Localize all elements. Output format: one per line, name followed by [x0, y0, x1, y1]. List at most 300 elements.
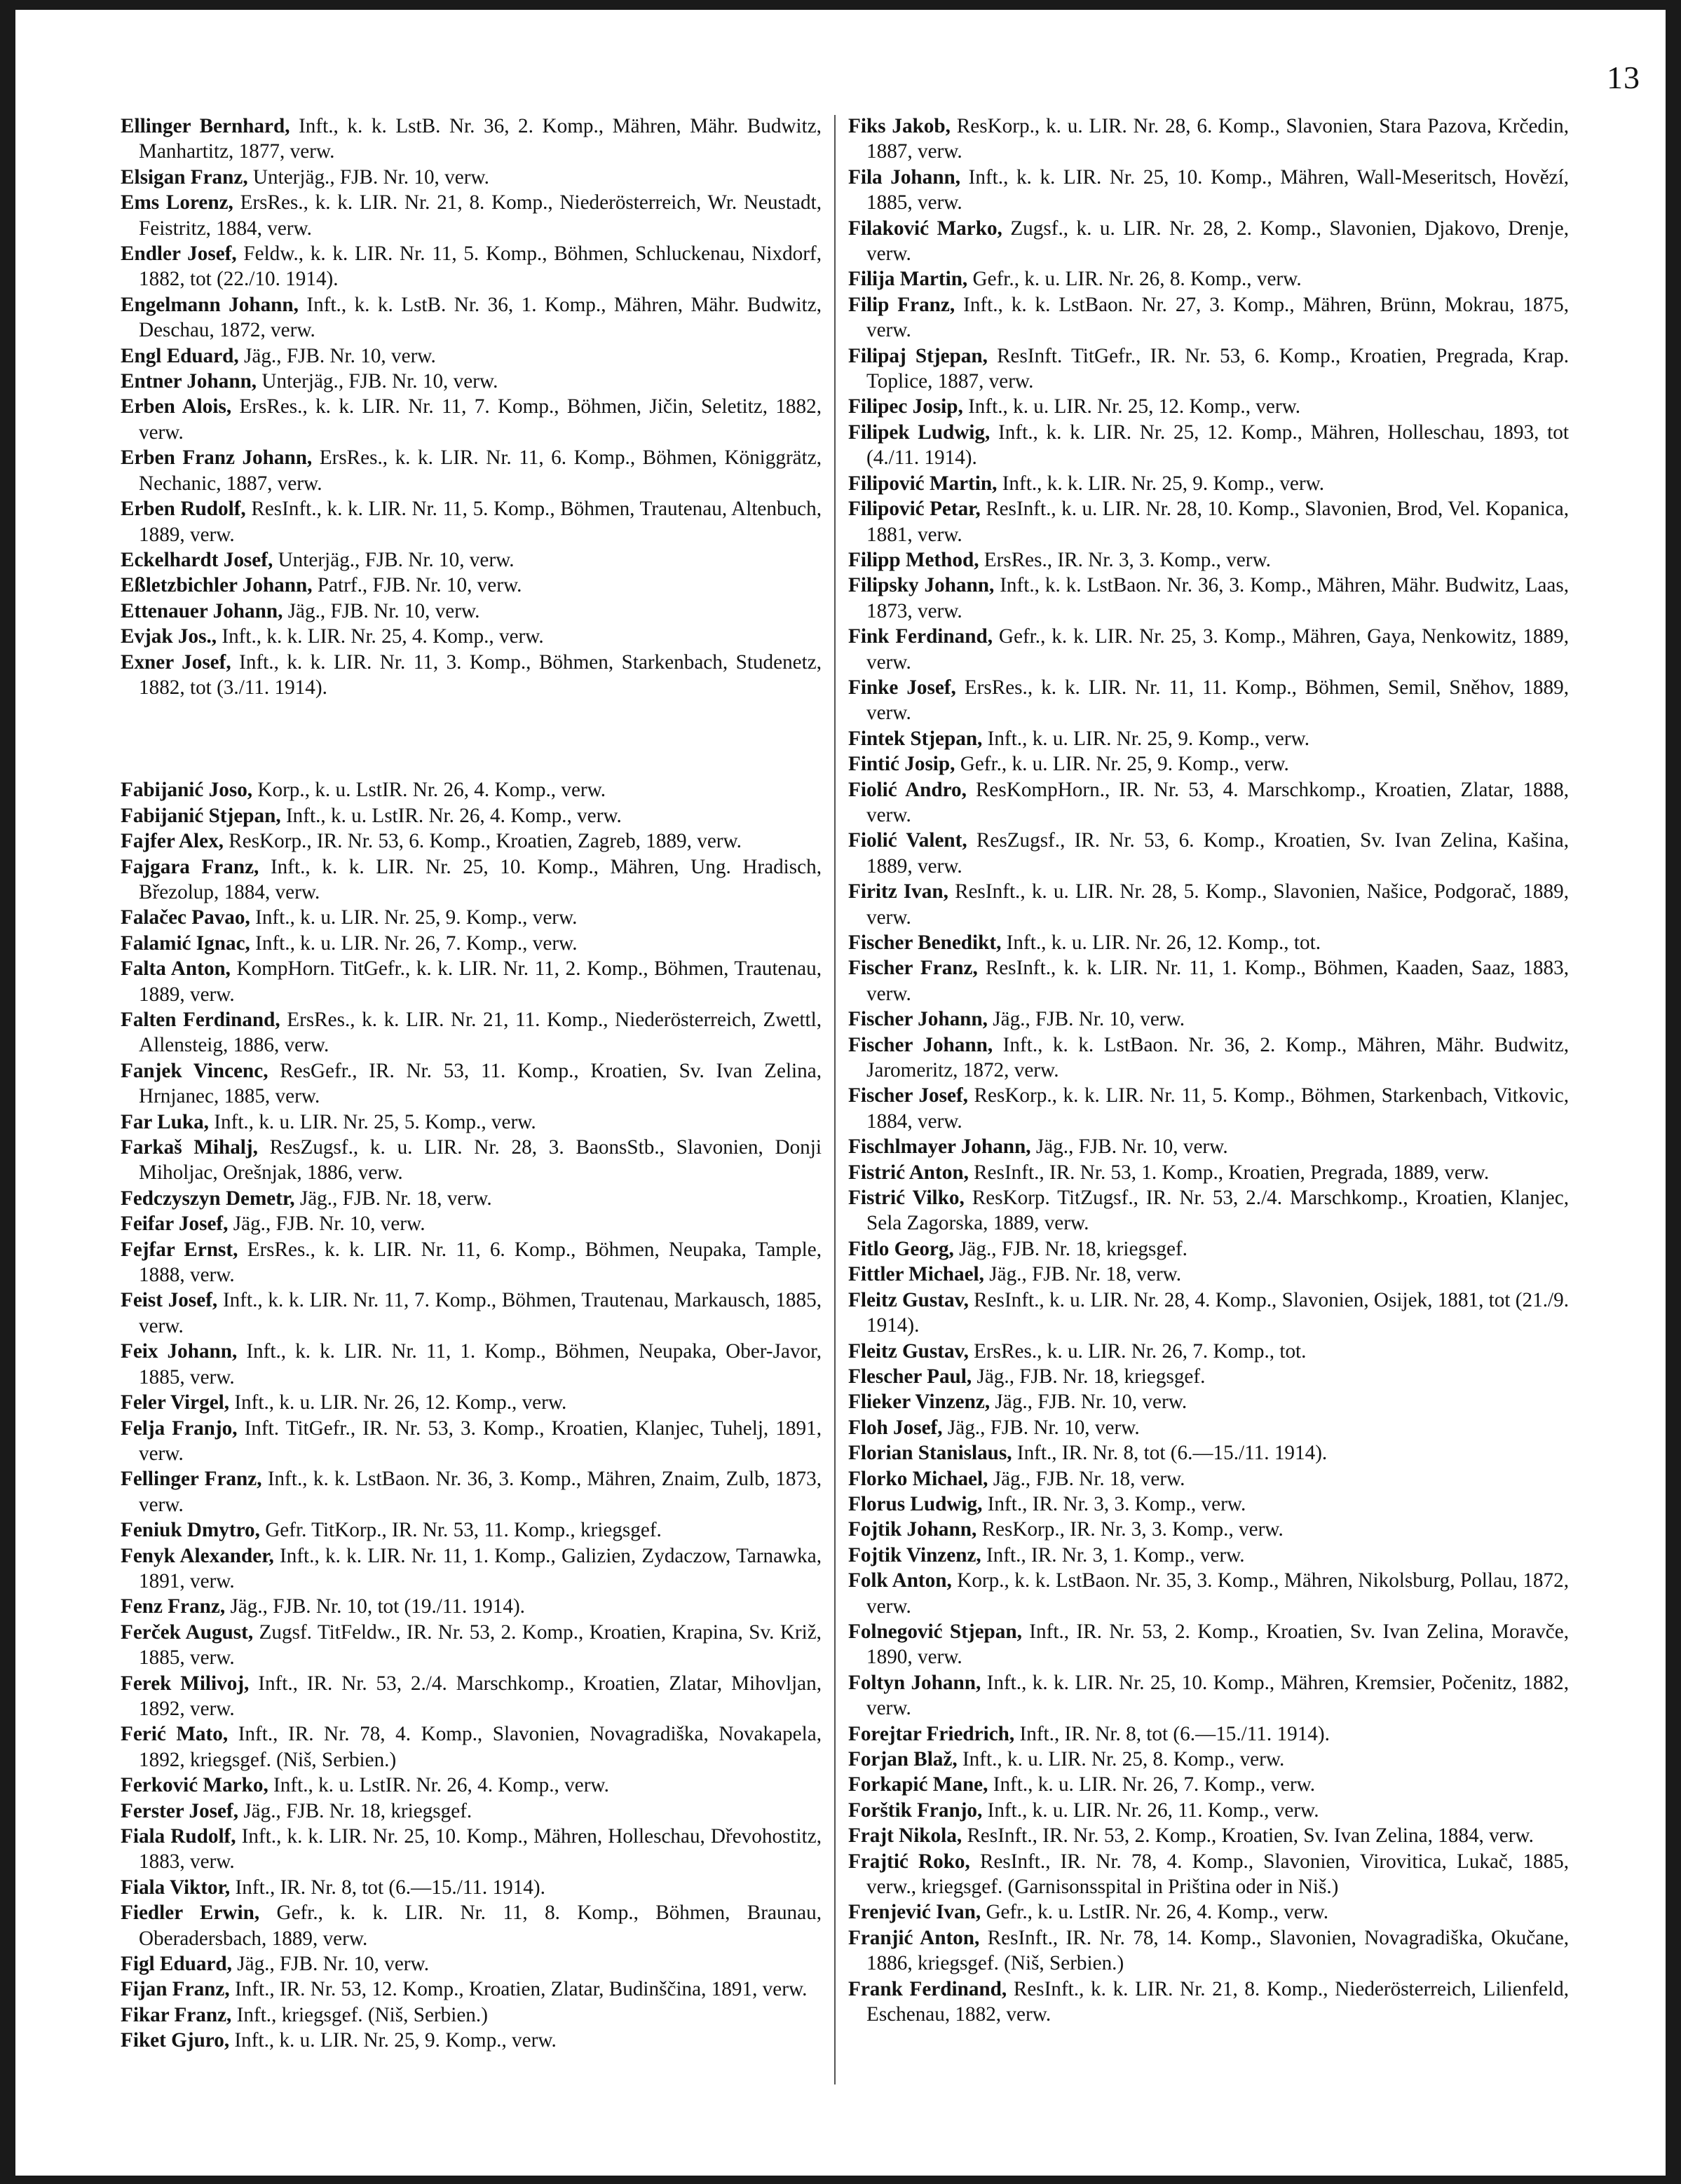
- list-entry: [121, 114, 822, 165]
- entry-details: Inft., k. k. LstBaon. Nr. 36, 3. Komp., Mähren, Znaim, Zulb, 1873, verw.: [139, 1468, 822, 1516]
- entry-details: Jäg., FJB. Nr. 10, verw.: [995, 1391, 1187, 1414]
- entry-name: Fabijanić Stjepan,: [121, 804, 281, 827]
- entry-name: Florus Ludwig,: [848, 1492, 983, 1515]
- entry-name: Fiala Rudolf,: [121, 1825, 236, 1848]
- list-entry: [121, 931, 822, 956]
- entry-details: Inft., k. u. LIR. Nr. 25, 8. Komp., verw.: [962, 1748, 1285, 1770]
- entry-details: ResZugsf., IR. Nr. 53, 6. Komp., Kroatien, Sv. Ivan Zelina, Kašina, 1889, verw.: [866, 829, 1569, 878]
- entry-name: Fojtik Johann,: [848, 1518, 977, 1541]
- entry-details: Inft., k. u. LIR. Nr. 26, 12. Komp., tot.: [1006, 931, 1321, 954]
- list-entry: [848, 1160, 1569, 1185]
- entry-name: Fejfar Ernst,: [121, 1238, 238, 1261]
- entry-name: Engl Eduard,: [121, 344, 239, 367]
- list-entry: [121, 599, 822, 624]
- list-entry: [848, 1466, 1569, 1492]
- entry-name: Ferković Marko,: [121, 1774, 268, 1797]
- entry-details: Zugsf., k. u. LIR. Nr. 28, 2. Komp., Slavonien, Djakovo, Drenje, verw.: [866, 217, 1569, 266]
- list-entry: [848, 1543, 1569, 1568]
- entry-name: Falta Anton,: [121, 957, 231, 981]
- entry-name: Fintek Stjepan,: [848, 727, 983, 750]
- list-entry: [848, 1083, 1569, 1134]
- entry-name: Forejtar Friedrich,: [848, 1722, 1015, 1745]
- entry-name: Fedczyszyn Demetr,: [121, 1187, 295, 1210]
- entry-details: KompHorn. TitGefr., k. k. LIR. Nr. 11, 2. Komp., Böhmen, Trautenau, 1889, verw.: [139, 957, 822, 1006]
- list-entry: [121, 905, 822, 930]
- entry-name: Entner Johann,: [121, 370, 257, 393]
- list-entry: [848, 573, 1569, 624]
- entry-details: Jäg., FJB. Nr. 10, verw.: [233, 1213, 426, 1236]
- entry-details: Inft., IR. Nr. 8, tot (6.—15./11. 1914).: [235, 1876, 545, 1899]
- entry-details: Jäg., FJB. Nr. 18, kriegsgef.: [976, 1365, 1206, 1388]
- entry-name: Folk Anton,: [848, 1569, 952, 1592]
- entry-name: Fintić Josip,: [848, 753, 955, 776]
- entry-name: Fila Johann,: [848, 165, 961, 189]
- entry-details: Jäg., FJB. Nr. 10, verw.: [993, 1008, 1185, 1031]
- entry-details: Inft., k. k. LIR. Nr. 11, 1. Komp., Böhmen, Neupaka, Ober-Javor, 1885, verw.: [139, 1340, 822, 1388]
- entry-name: Fistrić Vilko,: [848, 1187, 965, 1210]
- list-entry: [848, 1899, 1569, 1925]
- list-entry: [121, 394, 822, 445]
- list-entry: [121, 1466, 822, 1517]
- entry-name: Filip Franz,: [848, 293, 955, 316]
- entry-details: Inft., k. k. LIR. Nr. 25, 10. Komp., Mähren, Kremsier, Počenitz, 1882, verw.: [866, 1671, 1570, 1720]
- entry-details: Inft., IR. Nr. 8, tot (6.—15./11. 1914).: [1019, 1722, 1330, 1745]
- entry-details: ResInft., IR. Nr. 78, 4. Komp., Slavonien, Virovitica, Lukač, 1885, verw., kriegsgef. (Garnisonsspital in Priština oder in Niš.): [866, 1850, 1569, 1899]
- entry-name: Flescher Paul,: [848, 1365, 972, 1388]
- list-entry: [121, 190, 822, 241]
- entry-name: Farkaš Mihalj,: [121, 1136, 258, 1159]
- entry-name: Florko Michael,: [848, 1467, 988, 1490]
- list-entry: [848, 1236, 1569, 1262]
- entry-name: Frajtić Roko,: [848, 1850, 970, 1873]
- entry-details: Unterjäg., FJB. Nr. 10, verw.: [252, 165, 489, 189]
- list-entry: [848, 930, 1569, 955]
- entry-name: Felja Franjo,: [121, 1417, 238, 1440]
- entry-details: Korp., k. k. LstBaon. Nr. 35, 3. Komp., Mähren, Nikolsburg, Pollau, 1872, verw.: [866, 1569, 1569, 1618]
- entry-details: Inft., k. k. LstB. Nr. 36, 1. Komp., Mähren, Mähr. Budwitz, Deschau, 1872, verw.: [139, 293, 822, 342]
- list-entry: [121, 1237, 822, 1288]
- entry-details: ErsRes., IR. Nr. 3, 3. Komp., verw.: [984, 548, 1271, 571]
- entry-details: Jäg., FJB. Nr. 18, kriegsgef.: [243, 1799, 472, 1822]
- list-entry: [848, 394, 1569, 419]
- entry-details: Inft., IR. Nr. 8, tot (6.—15./11. 1914).: [1016, 1442, 1328, 1465]
- entry-name: Fischer Johann,: [848, 1008, 988, 1031]
- entry-name: Endler Josef,: [121, 243, 237, 266]
- entry-name: Fajgara Franz,: [121, 855, 259, 878]
- entry-details: Inft., k. k. LIR. Nr. 25, 10. Komp., Mähren, Holleschau, Dřevohostitz, 1883, verw.: [139, 1825, 822, 1874]
- entry-name: Exner Josef,: [121, 650, 231, 674]
- list-entry: [121, 1110, 822, 1135]
- entry-name: Fenyk Alexander,: [121, 1544, 274, 1567]
- list-entry: [848, 1364, 1569, 1389]
- list-entry: [121, 828, 822, 854]
- entry-details: ResKorp., IR. Nr. 53, 6. Komp., Kroatien, Zagreb, 1889, verw.: [229, 830, 742, 853]
- section-gap: [121, 700, 822, 777]
- entry-details: ResKompHorn., IR. Nr. 53, 4. Marschkomp., Kroatien, Zlatar, 1888, verw.: [866, 778, 1570, 826]
- entry-details: Inft., k. u. LstIR. Nr. 26, 4. Komp., verw.: [285, 804, 622, 827]
- entry-details: Inft., IR. Nr. 78, 4. Komp., Slavonien, Novagradiška, Novakapela, 1892, kriegsgef. (Niš, Serbien.): [139, 1723, 822, 1771]
- list-entry: [848, 1925, 1569, 1977]
- entry-name: Feniuk Dmytro,: [121, 1519, 260, 1542]
- entry-name: Fischer Johann,: [848, 1033, 993, 1056]
- entry-name: Filaković Marko,: [848, 217, 1002, 240]
- entry-name: Filipek Ludwig,: [848, 421, 991, 444]
- entry-details: Gefr., k. k. LIR. Nr. 25, 3. Komp., Mähren, Gaya, Nenkowitz, 1889, verw.: [866, 625, 1569, 674]
- list-entry: [121, 1390, 822, 1415]
- entry-details: Jäg., FJB. Nr. 10, verw.: [947, 1416, 1140, 1439]
- list-entry: [848, 879, 1569, 930]
- list-entry: [848, 1288, 1569, 1339]
- list-entry: [121, 803, 822, 828]
- list-entry: [121, 1058, 822, 1110]
- entry-name: Engelmann Johann,: [121, 293, 299, 316]
- entry-details: Inft., k. k. LIR. Nr. 25, 12. Komp., Mähren, Holleschau, 1893, tot (4./11. 1914).: [866, 421, 1569, 470]
- entry-details: Inft., k. k. LstBaon. Nr. 27, 3. Komp., Mähren, Brünn, Mokrau, 1875, verw.: [866, 293, 1569, 342]
- list-entry: [121, 1900, 822, 1951]
- list-entry: [121, 1543, 822, 1595]
- entry-name: Fistrić Anton,: [848, 1161, 969, 1184]
- entry-name: Fiala Viktor,: [121, 1876, 231, 1899]
- entry-details: Gefr., k. u. LIR. Nr. 26, 8. Komp., verw.: [972, 268, 1302, 291]
- entry-name: Frajt Nikola,: [848, 1824, 962, 1848]
- entry-name: Fanjek Vincenc,: [121, 1059, 268, 1082]
- entry-details: Inft., IR. Nr. 53, 2. Komp., Kroatien, Sv. Ivan Zelina, Moravče, 1890, verw.: [866, 1620, 1569, 1669]
- entry-details: Inft., k. u. LIR. Nr. 26, 11. Komp., verw.: [987, 1799, 1319, 1822]
- entry-name: Franjić Anton,: [848, 1926, 980, 1949]
- list-entry: [121, 445, 822, 496]
- list-entry: [121, 1007, 822, 1058]
- entry-name: Ferić Mato,: [121, 1723, 229, 1746]
- list-entry: [848, 1747, 1569, 1772]
- entry-name: Fittler Michael,: [848, 1263, 984, 1286]
- list-entry: [121, 573, 822, 598]
- list-entry: [121, 1951, 822, 1977]
- entry-name: Fischer Benedikt,: [848, 931, 1002, 954]
- entry-name: Fischer Josef,: [848, 1084, 968, 1107]
- entry-name: Eckelhardt Josef,: [121, 548, 273, 571]
- list-entry: [848, 1568, 1569, 1619]
- list-entry: [121, 496, 822, 547]
- list-entry: [848, 1772, 1569, 1797]
- entry-name: Ferster Josef,: [121, 1799, 239, 1822]
- entry-details: Inft., k. u. LIR. Nr. 25, 9. Komp., verw.: [255, 906, 578, 929]
- entry-name: Erben Alois,: [121, 395, 232, 418]
- list-entry: [848, 726, 1569, 751]
- entry-details: Jäg., FJB. Nr. 18, verw.: [993, 1467, 1185, 1490]
- entry-details: ResInft. TitGefr., IR. Nr. 53, 6. Komp., Kroatien, Pregrada, Krap. Toplice, 1887, verw.: [866, 344, 1570, 393]
- entry-name: Falten Ferdinand,: [121, 1009, 280, 1031]
- entry-name: Fink Ferdinand,: [848, 625, 993, 648]
- entry-name: Fenz Franz,: [121, 1595, 226, 1618]
- entry-name: Folnegović Stjepan,: [848, 1620, 1022, 1643]
- left-column: [121, 114, 822, 2054]
- entry-name: Forštik Franjo,: [848, 1799, 983, 1822]
- list-entry: [121, 1977, 822, 2002]
- entry-details: Jäg., FJB. Nr. 10, verw.: [237, 1953, 430, 1976]
- entry-name: Feler Virgel,: [121, 1391, 230, 1414]
- entry-name: Filipsky Johann,: [848, 574, 995, 597]
- list-entry: [848, 496, 1569, 547]
- list-entry: [121, 854, 822, 906]
- list-entry: [848, 1977, 1569, 2028]
- entry-details: Jäg., FJB. Nr. 10, verw.: [1035, 1135, 1228, 1159]
- entry-name: Fiolić Andro,: [848, 778, 967, 801]
- entry-details: Jäg., FJB. Nr. 18, verw.: [989, 1263, 1182, 1286]
- entry-details: ResInft., k. k. LIR. Nr. 11, 1. Komp., Böhmen, Kaaden, Saaz, 1883, verw.: [866, 957, 1569, 1005]
- entry-name: Elsigan Franz,: [121, 165, 248, 189]
- entry-name: Fleitz Gustav,: [848, 1288, 969, 1311]
- list-entry: [121, 1288, 822, 1339]
- entry-details: Inft., IR. Nr. 3, 1. Komp., verw.: [986, 1543, 1245, 1567]
- list-entry: [121, 2002, 822, 2028]
- entry-name: Forkapić Mane,: [848, 1773, 988, 1796]
- list-entry: [121, 1339, 822, 1390]
- list-entry: [848, 1389, 1569, 1414]
- entry-details: ResKorp., k. k. LIR. Nr. 11, 5. Komp., Böhmen, Starkenbach, Vitkovic, 1884, verw.: [866, 1084, 1569, 1133]
- list-entry: [121, 369, 822, 394]
- list-entry: [848, 1849, 1569, 1900]
- entry-details: Patrf., FJB. Nr. 10, verw.: [317, 574, 522, 597]
- list-entry: [848, 1339, 1569, 1364]
- right-column: [848, 114, 1569, 2027]
- entry-details: ErsRes., k. k. LIR. Nr. 21, 8. Komp., Niederösterreich, Wr. Neustadt, Feistritz, 1884, verw.: [139, 191, 822, 240]
- entries-f-continued: [848, 114, 1569, 2027]
- entry-name: Erben Franz Johann,: [121, 446, 313, 470]
- list-entry: [848, 420, 1569, 471]
- list-entry: [848, 1185, 1569, 1236]
- list-entry: [121, 624, 822, 649]
- entry-details: ResZugsf., k. u. LIR. Nr. 28, 3. BaonsStb., Slavonien, Donji Miholjac, Orešnjak, 1886, verw.: [139, 1136, 822, 1185]
- entry-details: ResInft., k. u. LIR. Nr. 28, 10. Komp., Slavonien, Brod, Vel. Kopanica, 1881, verw.: [866, 498, 1570, 546]
- entry-details: Unterjäg., FJB. Nr. 10, verw.: [261, 370, 498, 393]
- page-number: 13: [1607, 60, 1640, 95]
- list-entry: [121, 1517, 822, 1543]
- document-page: [15, 10, 1666, 2176]
- entry-details: Inft., k. k. LIR. Nr. 11, 7. Komp., Böhmen, Trautenau, Markausch, 1885, verw.: [139, 1289, 822, 1337]
- list-entry: [121, 292, 822, 343]
- entry-details: Inft., k. k. LIR. Nr. 11, 1. Komp., Galizien, Zydaczow, Tarnawka, 1891, verw.: [139, 1544, 822, 1592]
- entry-details: ErsRes., k. k. LIR. Nr. 11, 7. Komp., Böhmen, Jičin, Seletitz, 1882, verw.: [139, 395, 822, 444]
- entry-details: Inft., k. u. LIR. Nr. 25, 9. Komp., verw.: [987, 727, 1310, 750]
- list-entry: [848, 624, 1569, 675]
- entry-details: Inft., k. k. LIR. Nr. 25, 4. Komp., verw.: [222, 625, 544, 648]
- entry-details: Inft. TitGefr., IR. Nr. 53, 3. Komp., Kroatien, Klanjec, Tuhelj, 1891, verw.: [139, 1417, 822, 1465]
- entry-details: ErsRes., k. k. LIR. Nr. 11, 6. Komp., Böhmen, Königgrätz, Nechanic, 1887, verw.: [139, 446, 822, 495]
- entry-details: ErsRes., k. k. LIR. Nr. 11, 11. Komp., Böhmen, Semil, Sněhov, 1889, verw.: [866, 676, 1569, 725]
- list-entry: [848, 471, 1569, 496]
- entry-details: Gefr., k. u. LIR. Nr. 25, 9. Komp., verw.: [960, 753, 1289, 776]
- entry-details: Unterjäg., FJB. Nr. 10, verw.: [278, 548, 515, 571]
- list-entry: [121, 343, 822, 369]
- entry-details: Jäg., FJB. Nr. 10, verw.: [244, 344, 436, 367]
- entry-name: Fiket Gjuro,: [121, 2029, 230, 2052]
- entry-name: Fajfer Alex,: [121, 830, 224, 853]
- entry-details: Jäg., FJB. Nr. 18, kriegsgef.: [959, 1237, 1187, 1260]
- entry-name: Fikar Franz,: [121, 2003, 232, 2026]
- list-entry: [121, 1620, 822, 1671]
- entry-details: ResInft., k. u. LIR. Nr. 28, 5. Komp., Slavonien, Našice, Podgorač, 1889, verw.: [866, 880, 1570, 929]
- list-entry: [121, 1721, 822, 1773]
- entry-details: Gefr. TitKorp., IR. Nr. 53, 11. Komp., kriegsgef.: [265, 1519, 662, 1542]
- entry-name: Fijan Franz,: [121, 1978, 230, 2001]
- entry-name: Flieker Vinzenz,: [848, 1391, 991, 1414]
- entry-details: Inft., k. u. LIR. Nr. 25, 12. Komp., verw.: [968, 395, 1301, 418]
- entry-name: Ellinger Bernhard,: [121, 115, 290, 137]
- list-entry: [121, 1773, 822, 1798]
- list-entry: [848, 1006, 1569, 1032]
- entry-details: Inft., k. k. LstBaon. Nr. 36, 2. Komp., Mähren, Mähr. Budwitz, Jaromeritz, 1872, verw.: [866, 1033, 1570, 1082]
- list-entry: [848, 1670, 1569, 1721]
- list-entry: [848, 1721, 1569, 1747]
- entry-name: Fiolić Valent,: [848, 829, 967, 852]
- list-entry: [848, 828, 1569, 879]
- list-entry: [121, 650, 822, 701]
- entry-name: Frank Ferdinand,: [848, 1977, 1007, 2000]
- list-entry: [848, 114, 1569, 165]
- entry-details: Inft., IR. Nr. 53, 12. Komp., Kroatien, Zlatar, Budinščina, 1891, verw.: [234, 1978, 808, 2001]
- entry-details: ResKorp., IR. Nr. 3, 3. Komp., verw.: [981, 1518, 1284, 1541]
- list-entry: [121, 241, 822, 292]
- list-entry: [848, 1134, 1569, 1159]
- entry-details: Inft., k. k. LIR. Nr. 25, 10. Komp., Mähren, Wall-Meseritsch, Hovězí, 1885, verw.: [866, 165, 1570, 214]
- entry-name: Frenjević Ivan,: [848, 1901, 981, 1924]
- list-entry: [121, 165, 822, 190]
- list-entry: [121, 956, 822, 1007]
- entry-details: Inft., k. u. LstIR. Nr. 26, 4. Komp., verw.: [273, 1774, 609, 1797]
- list-entry: [121, 1135, 822, 1186]
- entry-name: Fabijanić Joso,: [121, 779, 253, 802]
- entry-details: Korp., k. u. LstIR. Nr. 26, 4. Komp., verw.: [257, 779, 606, 802]
- entry-name: Firitz Ivan,: [848, 880, 948, 903]
- list-entry: [121, 1671, 822, 1722]
- column-divider: [834, 115, 836, 2084]
- list-entry: [848, 1032, 1569, 1084]
- list-entry: [121, 2028, 822, 2053]
- entry-details: Feldw., k. k. LIR. Nr. 11, 5. Komp., Böhmen, Schluckenau, Nixdorf, 1882, tot (22./10. 1914).: [139, 243, 822, 291]
- entry-name: Filipec Josip,: [848, 395, 963, 418]
- entry-details: Inft., k. u. LIR. Nr. 25, 9. Komp., verw.: [234, 2029, 557, 2052]
- list-entry: [848, 266, 1569, 292]
- entry-name: Fojtik Vinzenz,: [848, 1543, 981, 1567]
- entry-name: Foltyn Johann,: [848, 1671, 981, 1694]
- list-entry: [121, 777, 822, 803]
- entry-details: ErsRes., k. u. LIR. Nr. 26, 7. Komp., tot.: [974, 1339, 1307, 1363]
- entry-name: Ferek Milivoj,: [121, 1672, 250, 1695]
- list-entry: [848, 292, 1569, 343]
- entry-details: Jäg., FJB. Nr. 18, verw.: [299, 1187, 492, 1210]
- entry-details: Inft., k. k. LIR. Nr. 25, 9. Komp., verw.: [1002, 472, 1325, 495]
- list-entry: [848, 1517, 1569, 1542]
- entry-name: Fiedler Erwin,: [121, 1902, 260, 1925]
- list-entry: [121, 547, 822, 573]
- entry-name: Far Luka,: [121, 1110, 209, 1133]
- entry-name: Ems Lorenz,: [121, 191, 233, 214]
- entry-name: Filipović Martin,: [848, 472, 998, 495]
- list-entry: [848, 547, 1569, 573]
- entry-details: ResKorp. TitZugsf., IR. Nr. 53, 2./4. Marschkomp., Kroatien, Klanjec, Sela Zagorska, 1889, verw.: [866, 1187, 1569, 1235]
- entry-name: Forjan Blaž,: [848, 1748, 958, 1770]
- list-entry: [848, 1798, 1569, 1823]
- entry-details: Inft., kriegsgef. (Niš, Serbien.): [236, 2003, 488, 2026]
- entry-details: ResInft., k. k. LIR. Nr. 11, 5. Komp., Böhmen, Trautenau, Altenbuch, 1889, verw.: [139, 498, 822, 546]
- entry-details: ResInft., IR. Nr. 78, 14. Komp., Slavonien, Novagradiška, Okučane, 1886, kriegsgef. (Niš, Serbien.): [866, 1926, 1569, 1975]
- entry-name: Ferček August,: [121, 1620, 254, 1644]
- list-entry: [848, 1440, 1569, 1466]
- entry-name: Fleitz Gustav,: [848, 1339, 969, 1363]
- list-entry: [121, 1594, 822, 1619]
- list-entry: [848, 1492, 1569, 1517]
- list-entry: [848, 751, 1569, 777]
- entry-name: Fellinger Franz,: [121, 1468, 262, 1491]
- entry-details: Inft., k. k. LstBaon. Nr. 36, 3. Komp., Mähren, Mähr. Budwitz, Laas, 1873, verw.: [866, 574, 1570, 622]
- list-entry: [848, 675, 1569, 726]
- list-entry: [848, 777, 1569, 828]
- entry-details: ResInft., IR. Nr. 53, 1. Komp., Kroatien, Pregrada, 1889, verw.: [974, 1161, 1490, 1184]
- entry-details: ErsRes., k. k. LIR. Nr. 11, 6. Komp., Böhmen, Neupaka, Tample, 1888, verw.: [139, 1238, 822, 1287]
- entry-details: Inft., k. u. LIR. Nr. 26, 7. Komp., verw.: [255, 931, 578, 955]
- entry-details: Inft., k. u. LIR. Nr. 25, 5. Komp., verw.: [214, 1110, 536, 1133]
- entry-details: Gefr., k. k. LIR. Nr. 11, 8. Komp., Böhmen, Braunau, Oberadersbach, 1889, verw.: [139, 1902, 822, 1950]
- entry-details: ErsRes., k. k. LIR. Nr. 21, 11. Komp., Niederösterreich, Zwettl, Allensteig, 1886, verw.: [139, 1009, 822, 1057]
- entry-details: Jäg., FJB. Nr. 10, verw.: [287, 599, 480, 622]
- entry-details: ResGefr., IR. Nr. 53, 11. Komp., Kroatien, Sv. Ivan Zelina, Hrnjanec, 1885, verw.: [139, 1059, 822, 1108]
- entry-details: Inft., k. u. LIR. Nr. 26, 12. Komp., verw.: [234, 1391, 567, 1414]
- list-entry: [121, 1875, 822, 1900]
- entry-details: Inft., k. k. LIR. Nr. 25, 10. Komp., Mähren, Ung. Hradisch, Březolup, 1884, verw.: [139, 855, 822, 903]
- entry-name: Feifar Josef,: [121, 1213, 229, 1236]
- entry-name: Evjak Jos.,: [121, 625, 217, 648]
- entry-details: Inft., k. k. LIR. Nr. 11, 3. Komp., Böhmen, Starkenbach, Studenetz, 1882, tot (3./11. 1914).: [139, 650, 822, 699]
- entry-name: Fitlo Georg,: [848, 1237, 954, 1260]
- entry-name: Filipp Method,: [848, 548, 979, 571]
- entry-name: Falačec Pavao,: [121, 906, 250, 929]
- entry-details: Inft., k. k. LstB. Nr. 36, 2. Komp., Mähren, Mähr. Budwitz, Manhartitz, 1877, verw.: [139, 115, 822, 163]
- entry-name: Feix Johann,: [121, 1340, 238, 1363]
- list-entry: [848, 216, 1569, 267]
- list-entry: [848, 343, 1569, 395]
- list-entry: [848, 1619, 1569, 1670]
- entries-f: [121, 777, 822, 2053]
- entry-name: Florian Stanislaus,: [848, 1442, 1012, 1465]
- entry-name: Filipović Petar,: [848, 498, 981, 521]
- entry-details: ResInft., IR. Nr. 53, 2. Komp., Kroatien, Sv. Ivan Zelina, 1884, verw.: [967, 1824, 1534, 1848]
- entry-name: Filija Martin,: [848, 268, 968, 291]
- entry-name: Fischlmayer Johann,: [848, 1135, 1031, 1159]
- entry-details: Inft., IR. Nr. 3, 3. Komp., verw.: [987, 1492, 1246, 1515]
- list-entry: [848, 1262, 1569, 1287]
- entry-details: Jäg., FJB. Nr. 10, tot (19./11. 1914).: [230, 1595, 525, 1618]
- list-entry: [848, 955, 1569, 1006]
- list-entry: [121, 1416, 822, 1467]
- entry-name: Ettenauer Johann,: [121, 599, 283, 622]
- list-entry: [121, 1799, 822, 1824]
- entry-name: Eßletzbichler Johann,: [121, 574, 313, 597]
- entry-details: Gefr., k. u. LstIR. Nr. 26, 4. Komp., verw.: [986, 1901, 1329, 1924]
- entry-name: Erben Rudolf,: [121, 498, 246, 521]
- entry-name: Fischer Franz,: [848, 957, 978, 980]
- entry-name: Filipaj Stjepan,: [848, 344, 988, 367]
- entry-details: Inft., k. u. LIR. Nr. 26, 7. Komp., verw.: [993, 1773, 1316, 1796]
- entries-e: [121, 114, 822, 700]
- list-entry: [848, 1823, 1569, 1848]
- list-entry: [848, 165, 1569, 216]
- list-entry: [121, 1824, 822, 1875]
- entry-name: Finke Josef,: [848, 676, 956, 699]
- entry-details: ResInft., k. k. LIR. Nr. 21, 8. Komp., Niederösterreich, Lilienfeld, Eschenau, 1882, verw.: [866, 1977, 1570, 2026]
- entry-details: Zugsf. TitFeldw., IR. Nr. 53, 2. Komp., Kroatien, Krapina, Sv. Križ, 1885, verw.: [139, 1620, 822, 1670]
- list-entry: [848, 1415, 1569, 1440]
- entry-name: Fiks Jakob,: [848, 115, 951, 137]
